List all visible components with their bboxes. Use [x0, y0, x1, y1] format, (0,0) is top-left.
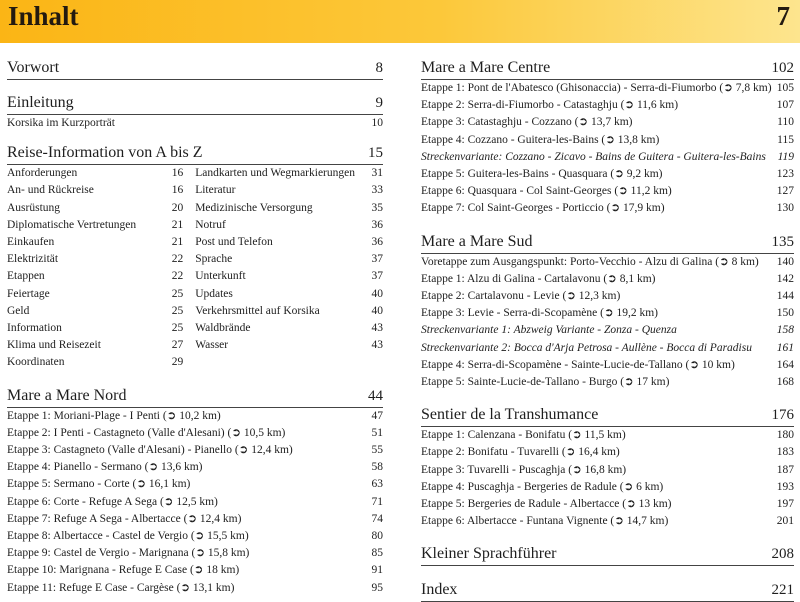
toc-entry[interactable]	[421, 462, 794, 479]
toc-entry-page: 130	[776, 202, 794, 215]
toc-entry[interactable]	[421, 200, 794, 217]
section-title: Mare a Mare Centre	[421, 59, 551, 76]
toc-entry[interactable]	[7, 580, 383, 597]
toc-entry-label: Etappe 4: Puscaghja - Bergeries de Radule (➲ 6 km)	[421, 480, 664, 493]
toc-entry-page: 187	[776, 463, 794, 476]
toc-entry[interactable]	[195, 217, 383, 234]
toc-entry-label: Etappe 8: Albertacce - Castel de Vergio (➲ 15,5 km)	[7, 530, 249, 543]
toc-entry[interactable]	[195, 268, 383, 285]
section-title: Reise-Information von A bis Z	[7, 144, 203, 162]
toc-entry[interactable]	[195, 234, 383, 251]
toc-entry-label: Notruf	[195, 218, 226, 231]
toc-variant-entry[interactable]	[421, 322, 794, 339]
toc-entry-page: 105	[776, 82, 794, 94]
toc-entry-label: Waldbrände	[195, 322, 251, 335]
toc-entry-label: Etappe 6: Corte - Refuge A Sega (➲ 12,5 km)	[7, 495, 218, 508]
toc-entry[interactable]	[7, 320, 183, 337]
toc-entry-label: Wasser	[195, 339, 229, 352]
toc-entry-label: Etappe 4: Serra-di-Scopamène - Sainte-Lucie-de-Tallano (➲ 10 km)	[421, 358, 735, 371]
toc-entry-label: Verkehrsmittel auf Korsika	[195, 304, 320, 317]
toc-entry-page: 25	[171, 304, 184, 317]
section-vorwort	[7, 58, 383, 80]
toc-entry[interactable]	[421, 357, 794, 374]
toc-entry-label: Etappe 1: Alzu di Galina - Cartalavonu (➲ 8,1 km)	[421, 272, 656, 285]
toc-entry-page: 115	[777, 133, 794, 146]
section-page: 102	[771, 60, 794, 76]
section-index	[421, 580, 794, 602]
toc-entry-page: 127	[776, 185, 794, 198]
toc-entry-page: 74	[371, 512, 383, 525]
toc-entry-page: 33	[371, 184, 383, 197]
section-page: 9	[375, 95, 383, 111]
toc-entry-label: Medizinische Versorgung	[195, 201, 313, 214]
section-page: 8	[375, 60, 383, 76]
toc-entry-label: Etappe 4: Pianello - Sermano (➲ 13,6 km)	[7, 461, 203, 474]
right-column	[421, 58, 794, 602]
toc-entry-label: Information	[7, 322, 62, 335]
toc-entry-page: 43	[371, 339, 383, 352]
toc-entry-page: 123	[776, 168, 794, 181]
toc-entry-label: Etappe 3: Catastaghju - Cozzano (➲ 13,7 km)	[421, 116, 633, 129]
toc-entry[interactable]	[7, 303, 183, 320]
toc-entry-page: 36	[371, 236, 383, 249]
page-number: 7	[776, 1, 790, 31]
section-kleiner-sprachfuehrer	[421, 544, 794, 566]
toc-entry-label: Etappe 1: Calenzana - Bonifatu (➲ 11,5 km)	[421, 429, 626, 442]
toc-entry-label: Etappe 5: Bergeries de Radule - Albertacce (➲ 13 km)	[421, 498, 672, 511]
toc-entry[interactable]	[7, 217, 183, 234]
section-title: Vorwort	[7, 59, 60, 76]
toc-entry-page: 16	[171, 184, 184, 197]
toc-entry-page: 40	[371, 287, 383, 300]
section-title: Einleitung	[7, 94, 74, 111]
toc-entry-page: 140	[776, 255, 794, 268]
toc-entry-label: Etappe 3: Castagneto (Valle d'Alesani) - Pianello (➲ 12,4 km)	[7, 444, 293, 457]
toc-entry-label: Etappe 9: Castel de Vergio - Marignana (➲ 15,8 km)	[7, 547, 250, 560]
section-sentier-de-la-transhumance	[421, 405, 794, 530]
toc-entry-label: Geld	[7, 304, 30, 317]
toc-entry-page: 25	[171, 287, 184, 300]
toc-entry-page: 37	[371, 253, 383, 266]
toc-entry-label: Streckenvariante 1: Abzweig Variante - Zonza - Quenza	[421, 324, 677, 337]
toc-entry-page: 43	[371, 322, 383, 335]
toc-entry-page: 36	[371, 218, 383, 231]
toc-entry-page: 29	[171, 356, 184, 369]
toc-entry-page: 201	[776, 515, 794, 528]
toc-entry-page: 80	[371, 530, 383, 543]
section-title: Mare a Mare Sud	[421, 232, 533, 250]
toc-entry-label: Ausrüstung	[7, 201, 61, 214]
toc-entry-label: Etappe 2: I Penti - Castagneto (Valle d'Alesani) (➲ 10,5 km)	[7, 426, 286, 439]
toc-entry-label: Etappe 1: Moriani-Plage - I Penti (➲ 10,2 km)	[7, 409, 221, 422]
toc-entry-page: 107	[776, 99, 794, 112]
toc-entry[interactable]	[7, 165, 183, 182]
toc-entry-page: 37	[371, 270, 383, 283]
toc-entry-label: Feiertage	[7, 287, 50, 300]
toc-entry-page: 161	[776, 341, 794, 354]
toc-entry[interactable]	[7, 337, 183, 354]
toc-entry-label: Landkarten und Wegmarkierungen	[195, 167, 355, 180]
toc-entry-label: Voretappe zum Ausgangspunkt: Porto-Vecchio - Alzu di Galina (➲ 8 km)	[421, 255, 759, 268]
section-title: Index	[421, 581, 458, 599]
toc-entry[interactable]	[421, 496, 794, 513]
section-heading[interactable]	[421, 580, 794, 602]
section-heading[interactable]	[7, 386, 383, 408]
toc-entry-label: Etappe 6: Albertacce - Funtana Vignente (➲ 14,7 km)	[421, 515, 669, 528]
toc-entry-page: 180	[776, 429, 794, 442]
toc-entry-label: Updates	[195, 287, 233, 300]
toc-entry-page: 27	[171, 339, 184, 352]
toc-entry-page: 85	[371, 547, 383, 560]
toc-entry-page: 22	[171, 253, 184, 266]
toc-entry-page: 58	[371, 461, 383, 474]
toc-entry[interactable]	[421, 271, 794, 288]
toc-entry[interactable]	[7, 511, 383, 528]
toc-entry[interactable]	[7, 425, 383, 442]
section-mare-a-mare-sud	[421, 232, 794, 392]
toc-entry-label: Etappe 6: Quasquara - Col Saint-Georges (➲ 11,2 km)	[421, 185, 672, 198]
toc-entry[interactable]	[7, 115, 383, 132]
toc-entry-label: Einkaufen	[7, 236, 55, 249]
az-list	[7, 165, 383, 371]
left-column	[7, 58, 383, 597]
toc-entry-label: Etappe 2: Serra-di-Fiumorbo - Catastaghju (➲ 11,6 km)	[421, 99, 679, 112]
toc-entry[interactable]	[421, 132, 794, 149]
toc-entry-label: Etappe 3: Levie - Serra-di-Scopamène (➲ 19,2 km)	[421, 307, 658, 320]
toc-entry[interactable]	[421, 80, 794, 97]
toc-entry-label: Korsika im Kurzporträt	[7, 117, 115, 129]
toc-entry[interactable]	[421, 254, 794, 271]
toc-entry-page: 35	[371, 201, 383, 214]
section-title: Mare a Mare Nord	[7, 386, 127, 404]
toc-entry-page: 150	[776, 307, 794, 320]
toc-entry-page: 142	[776, 272, 794, 285]
toc-entry[interactable]	[7, 494, 383, 511]
toc-entry[interactable]	[195, 320, 383, 337]
section-title: Kleiner Sprachführer	[421, 545, 557, 563]
toc-entry-label: Koordinaten	[7, 356, 65, 369]
section-page: 176	[771, 407, 794, 424]
toc-entry-page: 168	[776, 376, 794, 389]
toc-entry[interactable]	[7, 476, 383, 493]
section-mare-a-mare-centre	[421, 58, 794, 218]
toc-entry-label: Etappe 4: Cozzano - Guitera-les-Bains (➲ 13,8 km)	[421, 133, 660, 146]
toc-entry[interactable]	[195, 165, 383, 182]
toc-entry[interactable]	[421, 183, 794, 200]
toc-entry-page: 22	[171, 270, 184, 283]
toc-entry[interactable]	[421, 513, 794, 530]
toc-entry-label: Elektrizität	[7, 253, 59, 266]
toc-entry-page: 183	[776, 446, 794, 459]
toc-entry-label: Post und Telefon	[195, 236, 273, 249]
toc-entry-page: 95	[371, 581, 383, 594]
toc-entry[interactable]	[421, 114, 794, 131]
section-reise-information	[7, 143, 383, 371]
section-heading[interactable]	[7, 93, 383, 115]
toc-entry-label: An- und Rückreise	[7, 184, 94, 197]
section-einleitung	[7, 93, 383, 132]
header-bar	[0, 0, 800, 43]
toc-entry-label: Sprache	[195, 253, 233, 266]
toc-entry-label: Streckenvariante: Cozzano - Zicavo - Bains de Guitera - Guitera-les-Bains	[421, 150, 766, 163]
toc-entry-page: 55	[371, 444, 383, 457]
toc-variant-entry[interactable]	[421, 149, 794, 166]
toc-entry[interactable]	[7, 286, 183, 303]
toc-entry-label: Etappe 10: Marignana - Refuge E Case (➲ 18 km)	[7, 564, 240, 577]
toc-entry[interactable]	[421, 427, 794, 444]
toc-entry-label: Etappe 7: Refuge A Sega - Albertacce (➲ 12,4 km)	[7, 512, 242, 525]
section-title: Sentier de la Transhumance	[421, 406, 599, 424]
toc-entry-page: 51	[371, 426, 383, 439]
toc-entry-page: 47	[371, 409, 383, 422]
section-mare-a-mare-nord	[7, 386, 383, 597]
section-heading[interactable]	[7, 143, 383, 165]
toc-entry[interactable]	[7, 528, 383, 545]
section-page: 208	[771, 546, 794, 563]
section-page: 15	[368, 145, 383, 162]
toc-entry-label: Etappe 3: Tuvarelli - Puscaghja (➲ 16,8 km)	[421, 463, 627, 476]
section-page: 44	[368, 387, 383, 404]
toc-entry[interactable]	[195, 251, 383, 268]
toc-entry-label: Unterkunft	[195, 270, 246, 283]
toc-entry[interactable]	[7, 182, 183, 199]
toc-entry-page: 71	[371, 495, 383, 508]
toc-entry-page: 63	[371, 478, 383, 491]
toc-entry[interactable]	[421, 166, 794, 183]
toc-entry[interactable]	[195, 286, 383, 303]
toc-entry-page: 197	[776, 498, 794, 511]
toc-entry-page: 158	[776, 324, 794, 337]
toc-entry[interactable]	[195, 337, 383, 354]
toc-entry-page: 119	[777, 150, 794, 163]
section-page: 135	[771, 233, 794, 250]
toc-entry[interactable]	[7, 268, 183, 285]
toc-entry-label: Etappe 1: Pont de l'Abatesco (Ghisonaccia) - Serra-di-Fiumorbo (➲ 7,8 km)	[421, 82, 772, 94]
toc-entry[interactable]	[421, 305, 794, 322]
toc-entry-label: Etappe 5: Sermano - Corte (➲ 16,1 km)	[7, 478, 191, 491]
toc-entry-label: Anforderungen	[7, 167, 78, 180]
toc-entry-page: 110	[777, 116, 794, 129]
page-title: Inhalt	[8, 1, 79, 31]
section-heading[interactable]	[7, 58, 383, 80]
toc-variant-entry[interactable]	[421, 340, 794, 357]
section-page: 221	[771, 582, 794, 599]
toc-entry[interactable]	[7, 354, 183, 371]
toc-entry-label: Etappe 2: Bonifatu - Tuvarelli (➲ 16,4 km)	[421, 446, 620, 459]
az-column-1	[7, 165, 183, 371]
toc-entry[interactable]	[7, 442, 383, 459]
toc-entry[interactable]	[421, 479, 794, 496]
toc-entry[interactable]	[7, 459, 383, 476]
section-heading[interactable]	[421, 544, 794, 566]
toc-entry-page: 25	[171, 322, 184, 335]
toc-entry-page: 40	[371, 304, 383, 317]
toc-entry-label: Etappe 5: Sainte-Lucie-de-Tallano - Burgo (➲ 17 km)	[421, 376, 670, 389]
toc-entry-page: 164	[776, 358, 794, 371]
toc-entry-label: Etappe 7: Col Saint-Georges - Porticcio (➲ 17,9 km)	[421, 202, 665, 215]
toc-entry[interactable]	[195, 182, 383, 199]
toc-entry-label: Streckenvariante 2: Bocca d'Arja Petrosa - Aullène - Bocca di Paradisu	[421, 341, 752, 354]
toc-entry-page: 21	[171, 218, 184, 231]
toc-entry-page: 16	[171, 167, 184, 180]
az-column-2	[195, 165, 383, 371]
toc-entry[interactable]	[195, 200, 383, 217]
toc-entry-label: Literatur	[195, 184, 236, 197]
toc-entry-page: 10	[371, 117, 383, 129]
section-heading[interactable]	[421, 58, 794, 80]
toc-entry-label: Klima und Reisezeit	[7, 339, 101, 352]
toc-entry[interactable]	[7, 562, 383, 579]
toc-entry-label: Etappe 2: Cartalavonu - Levie (➲ 12,3 km)	[421, 290, 621, 303]
section-heading[interactable]	[421, 232, 794, 254]
toc-entry-label: Etappe 5: Guitera-les-Bains - Quasquara (➲ 9,2 km)	[421, 168, 663, 181]
toc-entry-label: Etappen	[7, 270, 45, 283]
toc-entry[interactable]	[195, 303, 383, 320]
toc-entry-label: Diplomatische Vertretungen	[7, 218, 137, 231]
toc-entry-page: 193	[776, 480, 794, 493]
toc-entry-label: Etappe 11: Refuge E Case - Cargèse (➲ 13,1 km)	[7, 581, 235, 594]
toc-entry[interactable]	[7, 200, 183, 217]
toc-entry[interactable]	[421, 444, 794, 461]
toc-entry-page: 31	[371, 167, 383, 180]
toc-entry[interactable]	[421, 97, 794, 114]
toc-entry-page: 20	[171, 201, 184, 214]
toc-entry[interactable]	[7, 234, 183, 251]
toc-entry-page: 21	[171, 236, 184, 249]
toc-entry[interactable]	[7, 251, 183, 268]
toc-entry-page: 144	[776, 290, 794, 303]
toc-entry[interactable]	[7, 545, 383, 562]
toc-entry[interactable]	[421, 288, 794, 305]
section-heading[interactable]	[421, 405, 794, 427]
toc-entry[interactable]	[421, 374, 794, 391]
toc-entry[interactable]	[7, 408, 383, 425]
toc-entry-page: 91	[371, 564, 383, 577]
